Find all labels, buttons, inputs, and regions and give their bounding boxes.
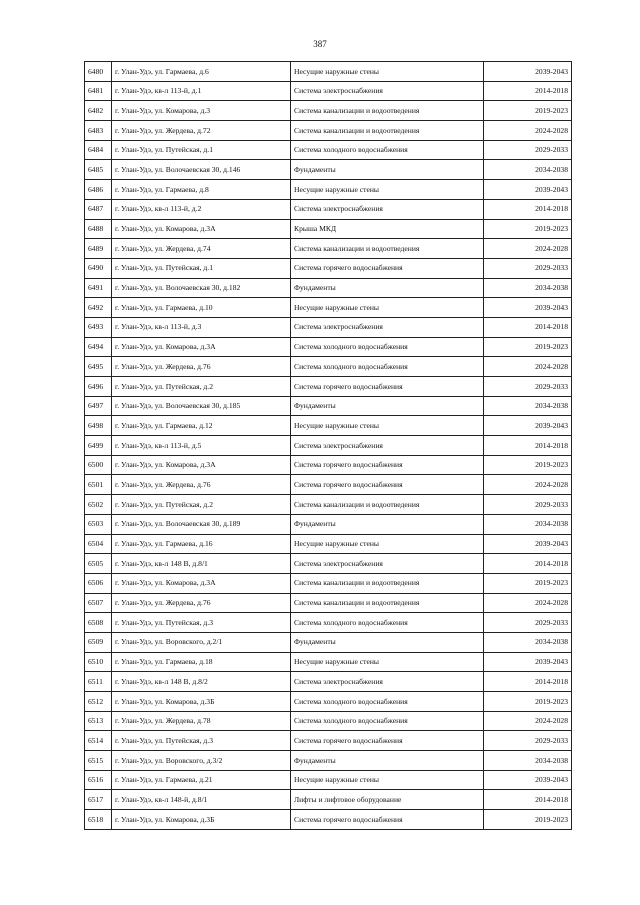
- address-cell: г. Улан-Удэ, ул. Путейская, д.1: [112, 258, 291, 278]
- system-cell: Система горячего водоснабжения: [291, 455, 484, 475]
- row-number-cell: 6512: [85, 692, 112, 712]
- period-cell: 2019-2023: [484, 692, 572, 712]
- system-cell: Система холодного водоснабжения: [291, 337, 484, 357]
- system-cell: Система горячего водоснабжения: [291, 475, 484, 495]
- row-number-cell: 6491: [85, 278, 112, 298]
- system-cell: Лифты и лифтовое оборудование: [291, 790, 484, 810]
- address-cell: г. Улан-Удэ, кв-л 148 В, д.8/1: [112, 554, 291, 574]
- period-cell: 2029-2033: [484, 613, 572, 633]
- address-cell: г. Улан-Удэ, ул. Путейская, д.2: [112, 495, 291, 515]
- address-cell: г. Улан-Удэ, ул. Воровского, д.3/2: [112, 751, 291, 771]
- period-cell: 2014-2018: [484, 436, 572, 456]
- table-row: [85, 396, 572, 416]
- table-row: [85, 180, 572, 200]
- period-cell: 2029-2033: [484, 377, 572, 397]
- period-cell: 2019-2023: [484, 337, 572, 357]
- system-cell: Несущие наружные стены: [291, 534, 484, 554]
- period-cell: 2039-2043: [484, 770, 572, 790]
- row-number-cell: 6487: [85, 199, 112, 219]
- table-row: [85, 554, 572, 574]
- address-cell: г. Улан-Удэ, ул. Жердева, д.76: [112, 593, 291, 613]
- period-cell: 2019-2023: [484, 573, 572, 593]
- period-cell: 2039-2043: [484, 62, 572, 82]
- row-number-cell: 6514: [85, 731, 112, 751]
- system-cell: Система холодного водоснабжения: [291, 140, 484, 160]
- period-cell: 2014-2018: [484, 790, 572, 810]
- address-cell: г. Улан-Удэ, кв-л 148 В, д.8/2: [112, 672, 291, 692]
- table-row: [85, 199, 572, 219]
- row-number-cell: 6515: [85, 751, 112, 771]
- address-cell: г. Улан-Удэ, ул. Волочаевская 30, д.185: [112, 396, 291, 416]
- system-cell: Фундаменты: [291, 160, 484, 180]
- address-cell: г. Улан-Удэ, ул. Гармаева, д.10: [112, 298, 291, 318]
- system-cell: Система канализации и водоотведения: [291, 121, 484, 141]
- row-number-cell: 6511: [85, 672, 112, 692]
- system-cell: Система горячего водоснабжения: [291, 810, 484, 830]
- row-number-cell: 6495: [85, 357, 112, 377]
- system-cell: Система электроснабжения: [291, 436, 484, 456]
- row-number-cell: 6490: [85, 258, 112, 278]
- row-number-cell: 6510: [85, 652, 112, 672]
- address-cell: г. Улан-Удэ, ул. Гармаева, д.18: [112, 652, 291, 672]
- system-cell: Фундаменты: [291, 278, 484, 298]
- system-cell: Система канализации и водоотведения: [291, 593, 484, 613]
- table-row: [85, 219, 572, 239]
- row-number-cell: 6507: [85, 593, 112, 613]
- table-row: [85, 593, 572, 613]
- system-cell: Система холодного водоснабжения: [291, 711, 484, 731]
- table-row: [85, 81, 572, 101]
- table-row: [85, 416, 572, 436]
- address-cell: г. Улан-Удэ, ул. Воровского, д.2/1: [112, 632, 291, 652]
- table-row: [85, 475, 572, 495]
- period-cell: 2034-2038: [484, 278, 572, 298]
- system-cell: Система канализации и водоотведения: [291, 495, 484, 515]
- system-cell: Система горячего водоснабжения: [291, 258, 484, 278]
- period-cell: 2039-2043: [484, 298, 572, 318]
- system-cell: Система холодного водоснабжения: [291, 692, 484, 712]
- row-number-cell: 6499: [85, 436, 112, 456]
- system-cell: Система электроснабжения: [291, 672, 484, 692]
- system-cell: Несущие наружные стены: [291, 62, 484, 82]
- address-cell: г. Улан-Удэ, ул. Путейская, д.3: [112, 613, 291, 633]
- table-row: [85, 377, 572, 397]
- page-number: 387: [313, 39, 327, 49]
- row-number-cell: 6504: [85, 534, 112, 554]
- system-cell: Фундаменты: [291, 751, 484, 771]
- table-row: [85, 810, 572, 830]
- period-cell: 2019-2023: [484, 101, 572, 121]
- table-row: [85, 770, 572, 790]
- table-row: [85, 632, 572, 652]
- table-row: [85, 160, 572, 180]
- system-cell: Несущие наружные стены: [291, 416, 484, 436]
- period-cell: 2029-2033: [484, 140, 572, 160]
- row-number-cell: 6505: [85, 554, 112, 574]
- period-cell: 2029-2033: [484, 495, 572, 515]
- period-cell: 2014-2018: [484, 554, 572, 574]
- row-number-cell: 6503: [85, 514, 112, 534]
- table-row: [85, 121, 572, 141]
- system-cell: Фундаменты: [291, 632, 484, 652]
- period-cell: 2039-2043: [484, 180, 572, 200]
- address-cell: г. Улан-Удэ, ул. Путейская, д.1: [112, 140, 291, 160]
- period-cell: 2034-2038: [484, 160, 572, 180]
- address-cell: г. Улан-Удэ, ул. Волочаевская 30, д.182: [112, 278, 291, 298]
- system-cell: Несущие наружные стены: [291, 298, 484, 318]
- period-cell: 2019-2023: [484, 455, 572, 475]
- row-number-cell: 6494: [85, 337, 112, 357]
- system-cell: Система канализации и водоотведения: [291, 573, 484, 593]
- period-cell: 2029-2033: [484, 258, 572, 278]
- table-row: [85, 101, 572, 121]
- period-cell: 2014-2018: [484, 317, 572, 337]
- system-cell: Система электроснабжения: [291, 199, 484, 219]
- table-row: [85, 731, 572, 751]
- row-number-cell: 6485: [85, 160, 112, 180]
- address-cell: г. Улан-Удэ, кв-л 113-й, д.5: [112, 436, 291, 456]
- address-cell: г. Улан-Удэ, ул. Жердева, д.74: [112, 239, 291, 259]
- table-row: [85, 357, 572, 377]
- system-cell: Несущие наружные стены: [291, 770, 484, 790]
- row-number-cell: 6493: [85, 317, 112, 337]
- row-number-cell: 6516: [85, 770, 112, 790]
- address-cell: г. Улан-Удэ, ул. Волочаевская 30, д.146: [112, 160, 291, 180]
- registry-table-body: [85, 62, 572, 830]
- address-cell: г. Улан-Удэ, ул. Жердева, д.78: [112, 711, 291, 731]
- table-row: [85, 239, 572, 259]
- table-row: [85, 455, 572, 475]
- table-row: [85, 692, 572, 712]
- row-number-cell: 6489: [85, 239, 112, 259]
- address-cell: г. Улан-Удэ, ул. Комарова, д.3А: [112, 337, 291, 357]
- row-number-cell: 6513: [85, 711, 112, 731]
- address-cell: г. Улан-Удэ, ул. Комарова, д.3А: [112, 219, 291, 239]
- address-cell: г. Улан-Удэ, кв-л 113-й, д.1: [112, 81, 291, 101]
- table-row: [85, 436, 572, 456]
- period-cell: 2014-2018: [484, 81, 572, 101]
- period-cell: 2039-2043: [484, 534, 572, 554]
- row-number-cell: 6508: [85, 613, 112, 633]
- table-row: [85, 790, 572, 810]
- address-cell: г. Улан-Удэ, ул. Жердева, д.76: [112, 357, 291, 377]
- period-cell: 2014-2018: [484, 672, 572, 692]
- table-row: [85, 613, 572, 633]
- system-cell: Фундаменты: [291, 396, 484, 416]
- row-number-cell: 6483: [85, 121, 112, 141]
- period-cell: 2024-2028: [484, 239, 572, 259]
- period-cell: 2034-2038: [484, 751, 572, 771]
- table-row: [85, 258, 572, 278]
- period-cell: 2019-2023: [484, 219, 572, 239]
- table-row: [85, 140, 572, 160]
- row-number-cell: 6492: [85, 298, 112, 318]
- system-cell: Система горячего водоснабжения: [291, 731, 484, 751]
- period-cell: 2039-2043: [484, 652, 572, 672]
- address-cell: г. Улан-Удэ, ул. Комарова, д.3А: [112, 573, 291, 593]
- table-row: [85, 672, 572, 692]
- row-number-cell: 6480: [85, 62, 112, 82]
- address-cell: г. Улан-Удэ, ул. Комарова, д.3Б: [112, 692, 291, 712]
- table-row: [85, 514, 572, 534]
- table-row: [85, 278, 572, 298]
- system-cell: Система канализации и водоотведения: [291, 101, 484, 121]
- table-row: [85, 317, 572, 337]
- period-cell: 2024-2028: [484, 593, 572, 613]
- row-number-cell: 6500: [85, 455, 112, 475]
- table-row: [85, 337, 572, 357]
- address-cell: г. Улан-Удэ, ул. Путейская, д.2: [112, 377, 291, 397]
- system-cell: Фундаменты: [291, 514, 484, 534]
- row-number-cell: 6517: [85, 790, 112, 810]
- address-cell: г. Улан-Удэ, кв-л 113-й, д.2: [112, 199, 291, 219]
- system-cell: Крыша МКД: [291, 219, 484, 239]
- system-cell: Система холодного водоснабжения: [291, 357, 484, 377]
- row-number-cell: 6497: [85, 396, 112, 416]
- system-cell: Система канализации и водоотведения: [291, 239, 484, 259]
- address-cell: г. Улан-Удэ, ул. Гармаева, д.21: [112, 770, 291, 790]
- table-row: [85, 534, 572, 554]
- row-number-cell: 6481: [85, 81, 112, 101]
- period-cell: 2024-2028: [484, 475, 572, 495]
- address-cell: г. Улан-Удэ, ул. Комарова, д.3: [112, 101, 291, 121]
- address-cell: г. Улан-Удэ, ул. Гармаева, д.16: [112, 534, 291, 554]
- system-cell: Система электроснабжения: [291, 317, 484, 337]
- address-cell: г. Улан-Удэ, ул. Комарова, д.3Б: [112, 810, 291, 830]
- system-cell: Система горячего водоснабжения: [291, 377, 484, 397]
- address-cell: г. Улан-Удэ, ул. Гармаева, д.6: [112, 62, 291, 82]
- row-number-cell: 6496: [85, 377, 112, 397]
- address-cell: г. Улан-Удэ, кв-л 113-й, д.3: [112, 317, 291, 337]
- system-cell: Система электроснабжения: [291, 554, 484, 574]
- table-row: [85, 751, 572, 771]
- period-cell: 2014-2018: [484, 199, 572, 219]
- system-cell: Система холодного водоснабжения: [291, 613, 484, 633]
- period-cell: 2024-2028: [484, 121, 572, 141]
- table-row: [85, 298, 572, 318]
- address-cell: г. Улан-Удэ, ул. Путейская, д.3: [112, 731, 291, 751]
- system-cell: Система электроснабжения: [291, 81, 484, 101]
- period-cell: 2034-2038: [484, 396, 572, 416]
- period-cell: 2034-2038: [484, 514, 572, 534]
- system-cell: Несущие наружные стены: [291, 180, 484, 200]
- period-cell: 2034-2038: [484, 632, 572, 652]
- period-cell: 2039-2043: [484, 416, 572, 436]
- period-cell: 2024-2028: [484, 357, 572, 377]
- table-row: [85, 711, 572, 731]
- table-row: [85, 573, 572, 593]
- period-cell: 2024-2028: [484, 711, 572, 731]
- address-cell: г. Улан-Удэ, ул. Жердева, д.76: [112, 475, 291, 495]
- row-number-cell: 6484: [85, 140, 112, 160]
- address-cell: г. Улан-Удэ, ул. Гармаева, д.12: [112, 416, 291, 436]
- address-cell: г. Улан-Удэ, ул. Жердева, д.72: [112, 121, 291, 141]
- registry-table: [84, 61, 572, 830]
- row-number-cell: 6486: [85, 180, 112, 200]
- system-cell: Несущие наружные стены: [291, 652, 484, 672]
- table-row: [85, 62, 572, 82]
- row-number-cell: 6482: [85, 101, 112, 121]
- row-number-cell: 6506: [85, 573, 112, 593]
- address-cell: г. Улан-Удэ, ул. Волочаевская 30, д.189: [112, 514, 291, 534]
- row-number-cell: 6501: [85, 475, 112, 495]
- row-number-cell: 6518: [85, 810, 112, 830]
- row-number-cell: 6488: [85, 219, 112, 239]
- address-cell: г. Улан-Удэ, ул. Гармаева, д.8: [112, 180, 291, 200]
- table-row: [85, 495, 572, 515]
- period-cell: 2029-2033: [484, 731, 572, 751]
- row-number-cell: 6509: [85, 632, 112, 652]
- table-row: [85, 652, 572, 672]
- address-cell: г. Улан-Удэ, ул. Комарова, д.3А: [112, 455, 291, 475]
- period-cell: 2019-2023: [484, 810, 572, 830]
- row-number-cell: 6502: [85, 495, 112, 515]
- row-number-cell: 6498: [85, 416, 112, 436]
- address-cell: г. Улан-Удэ, кв-л 148-й, д.8/1: [112, 790, 291, 810]
